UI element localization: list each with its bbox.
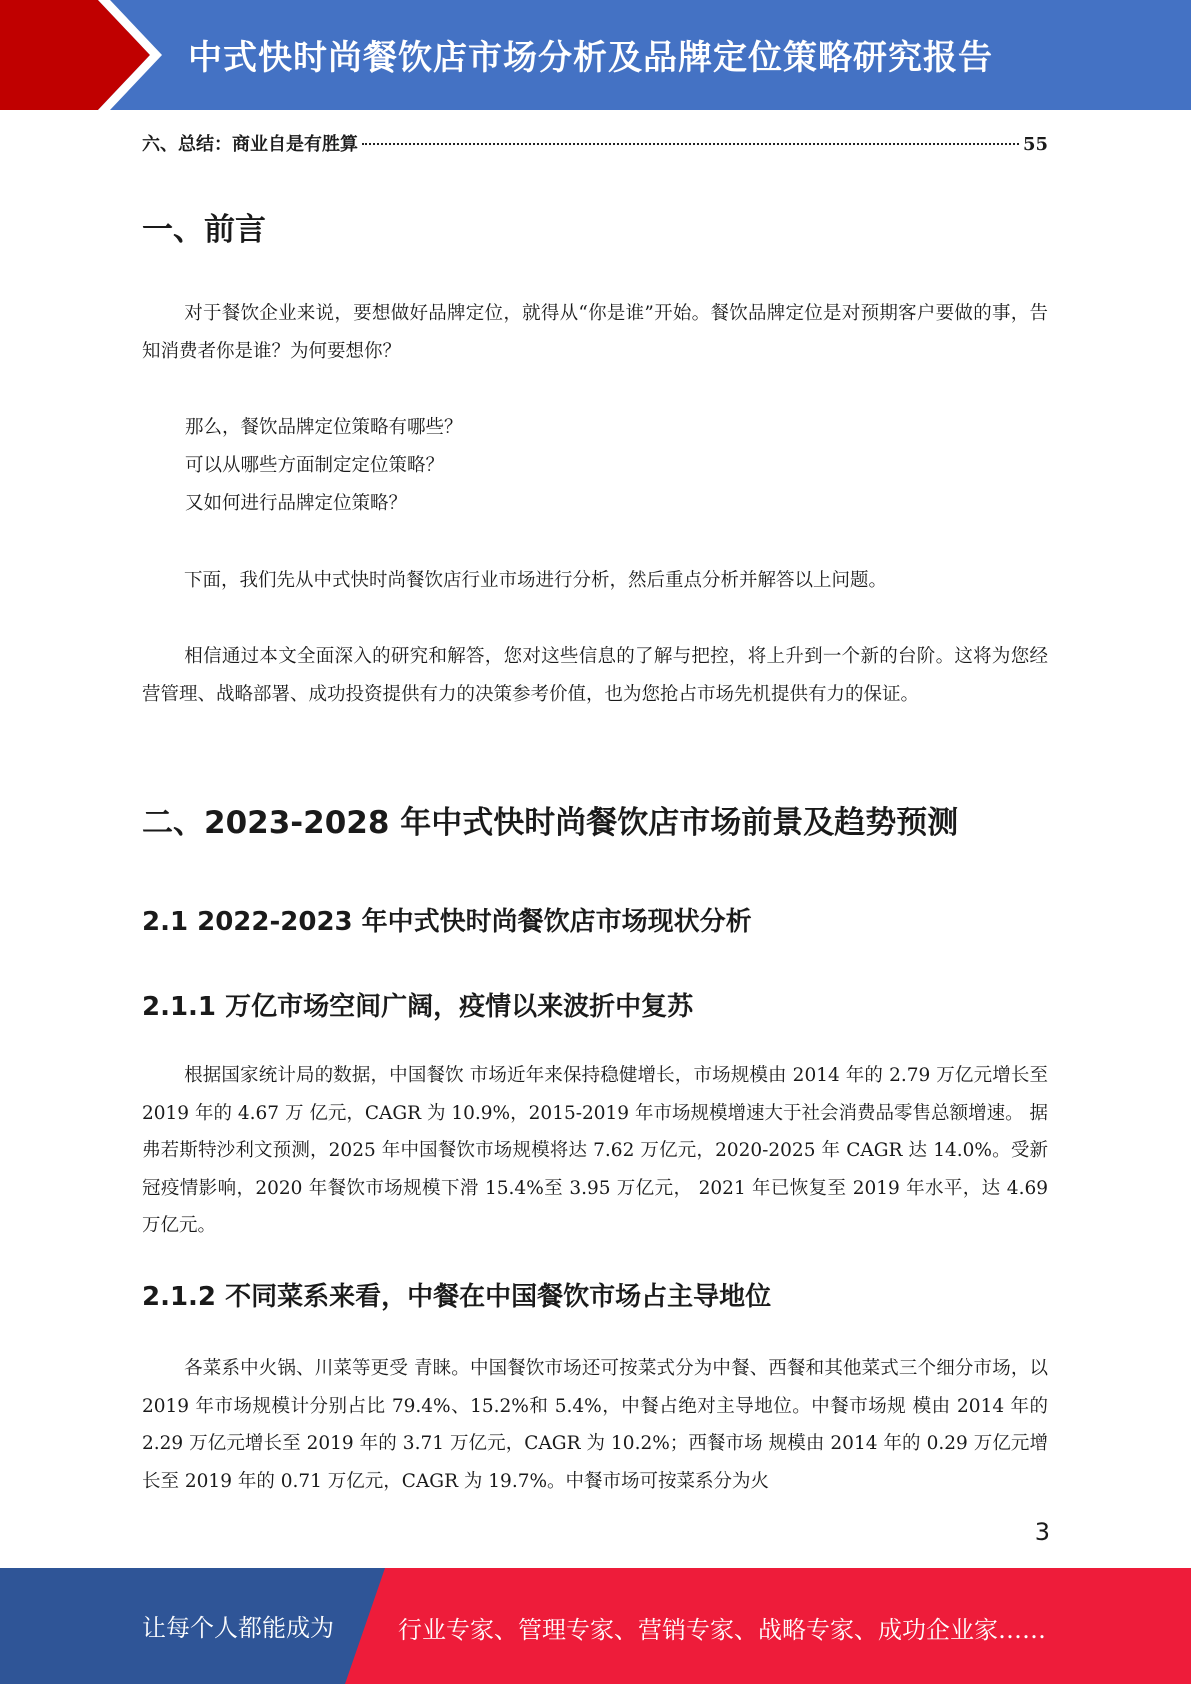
section-1-heading: 一、前言 (142, 212, 266, 248)
section-2-1-heading: 2.1 2022-2023 年中式快时尚餐饮店市场现状分析 (142, 907, 752, 937)
section-2-1-1-heading: 2.1.1 万亿市场空间广阔，疫情以来波折中复苏 (142, 992, 694, 1022)
intro-question-2: 可以从哪些方面制定定位策略？ (185, 455, 445, 476)
intro-paragraph-3-text: 相信通过本文全面深入的研究和解答，您对这些信息的了解与把控，将上升到一个新的台阶。这将为您经营管理、战略部署、成功投资提供有力的决策参考价值，也为您抢占市场先机提供有力的保证。 (142, 646, 1048, 705)
toc-entry[interactable] (142, 130, 1048, 160)
section-2-1-2-paragraph (142, 1350, 1048, 1500)
section-2-1-1-paragraph-text: 根据国家统计局的数据，中国餐饮 市场近年来保持稳健增长，市场规模由 2014 年的 2.79 万亿元增长至 2019 年的 4.67 万 亿元，CAGR 为 10.9%，2015-2019 年市场规模增速大于社会消费品零售总额增速。 据弗若斯特沙利文预测，2025 年中国餐饮市场规模将达 7.62 万亿元，2020-2025 年 CAGR 达 14.0%。受新冠疫情影响，2020 年餐饮市场规模下滑 15.4%至 3.95 万亿元， 2021 年已恢复至 2019 年水平，达 4.69 万亿元。 (142, 1065, 1048, 1236)
page-footer (0, 1568, 1191, 1684)
page-header (0, 0, 1191, 110)
report-title: 中式快时尚餐饮店市场分析及品牌定位策略研究报告 (188, 38, 993, 78)
toc-entry-page: 55 (1022, 134, 1048, 155)
section-2-1-1-paragraph (142, 1057, 1048, 1245)
intro-paragraph-2-text: 下面，我们先从中式快时尚餐饮店行业市场进行分析，然后重点分析并解答以上问题。 (184, 570, 888, 591)
toc-entry-label: 六、总结：商业自是有胜算 (142, 134, 358, 155)
section-2-1-2-paragraph-text: 各菜系中火锅、川菜等更受 青睐。中国餐饮市场还可按菜式分为中餐、西餐和其他菜式三个细分市场，以 2019 年市场规模计分别占比 79.4%、15.2%和 5.4%，中餐占绝对主导地位。中餐市场规 模由 2014 年的 2.29 万亿元增长至 2019 年的 3.71 万亿元，CAGR 为 10.2%；西餐市场 规模由 2014 年的 0.29 万亿元增长至 2019 年的 0.71 万亿元，CAGR 为 19.7%。中餐市场可按菜系分为火 (142, 1358, 1048, 1492)
intro-paragraph-3 (142, 638, 1048, 713)
page-number: 3 (1034, 1518, 1050, 1546)
footer-slogan-right: 行业专家、管理专家、营销专家、战略专家、成功企业家…… (398, 1616, 1046, 1644)
intro-paragraph-2 (142, 562, 1048, 600)
footer-slogan-left: 让每个人都能成为 (142, 1614, 334, 1642)
intro-question-3: 又如何进行品牌定位策略？ (185, 493, 408, 514)
toc-leader-dots (362, 143, 1019, 145)
intro-question-1: 那么，餐饮品牌定位策略有哪些？ (185, 417, 463, 438)
intro-paragraph-1-text: 对于餐饮企业来说，要想做好品牌定位，就得从“你是谁”开始。餐饮品牌定位是对预期客户要做的事，告知消费者你是谁？为何要想你？ (142, 303, 1048, 362)
section-2-1-2-heading: 2.1.2 不同菜系来看，中餐在中国餐饮市场占主导地位 (142, 1282, 772, 1312)
intro-paragraph-1 (142, 295, 1048, 370)
section-2-heading: 二、2023-2028 年中式快时尚餐饮店市场前景及趋势预测 (142, 805, 959, 841)
